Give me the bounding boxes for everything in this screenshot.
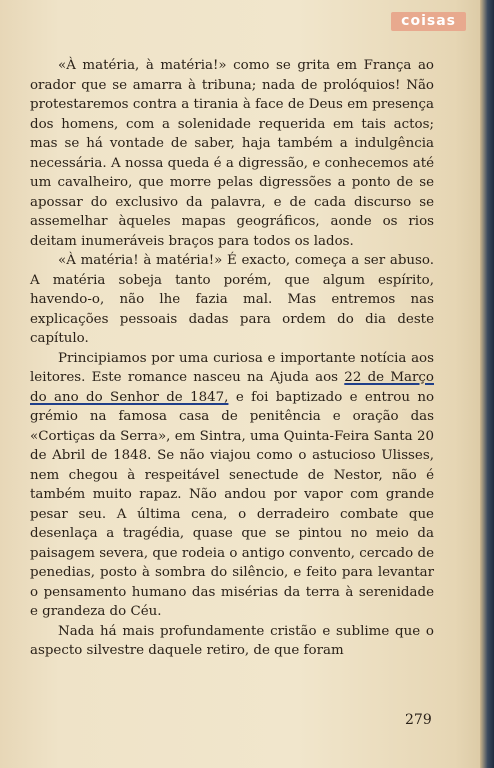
page-number: 279: [405, 712, 432, 728]
paragraph-text: Principiamos por uma curiosa e importante notícia aos leitores. Este romance nasceu na Ajuda aos: [30, 350, 434, 385]
body-text: [30, 56, 434, 661]
paragraph: Nada há mais profundamente cristão e sublime que o aspecto silvestre daquele retiro, de que foram: [30, 623, 434, 658]
paragraph: «À matéria, à matéria!» como se grita em França ao orador que se amarra à tribuna; nada de prolóquios! Não protestaremos contra a tirania à face de Deus em presença dos homens, com a solenidade requerida em tais actos; mas se há vontade de saber, haja também a indulgência necessária. A nossa queda é a digressão, e conhecemos até um cavalheiro, que morre pelas digressões a ponto de se apossar do exclusivo da palavra, e de cada discurso se assemelhar àqueles mapas geográficos, aonde os rios deitam inumeráveis braços para todos os lados.: [30, 58, 434, 249]
underlined-date: 22 de Março do ano do Senhor de 1847,: [30, 370, 434, 405]
paragraph: «À matéria! à matéria!» É exacto, começa a ser abuso. A matéria sobeja tanto porém, que algum espírito, havendo-o, não lhe fazia mal. Mas entremos nas explicações pessoais dadas para ordem do dia deste capítulo.: [30, 253, 434, 346]
paragraph: [30, 349, 434, 622]
watermark-logo: coisas: [391, 12, 466, 31]
paragraph-text: e foi baptizado e entrou no grémio na famosa casa de penitência e oração das «Cortiças da Serra», em Sintra, uma Quinta-Feira Santa 20 de Abril de 1848. Se não viajou como o astucioso Ulisses, nem chegou à respeitável senectude de Nestor, não é também muito rapaz. Não andou por vapor com grande pesar seu. A última cena, o derradeiro combate que desenlaça a tragédia, quase que se pintou no meio da paisagem severa, que rodeia o antigo convento, cercado de penedias, posto à sombra do silêncio, e feito para levantar o pensamento humano das misérias da terra à serenidade e grandeza do Céu.: [30, 389, 435, 619]
book-cover-edge: [480, 0, 494, 768]
